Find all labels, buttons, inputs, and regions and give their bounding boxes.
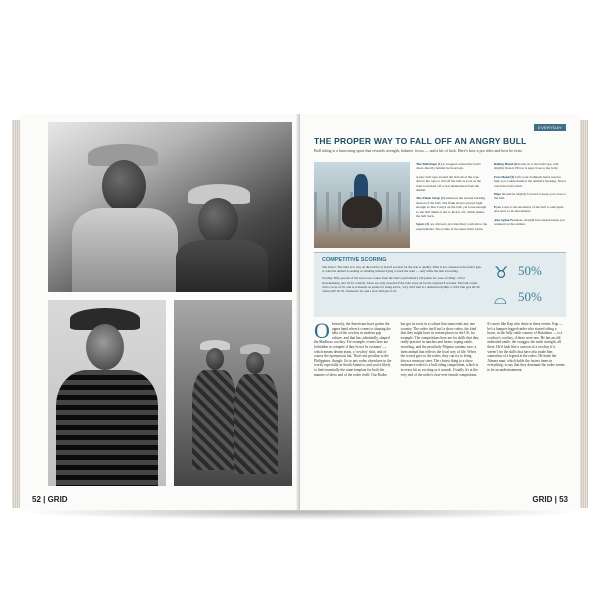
scoring-text xyxy=(322,265,482,293)
face xyxy=(86,324,124,370)
callout-item xyxy=(416,175,488,193)
shirt-1 xyxy=(192,370,236,470)
callout-text: enhances the natural bucking motion of the bull. The flank strap is placed tight enough so that it stays on the bull, yet loose enough so the bull thinks it has to kick it off, which makes the bull buck. xyxy=(416,196,487,219)
bull-head-icon: ♉ xyxy=(494,263,509,282)
section-tag: EVERYDAY xyxy=(534,124,566,131)
face-left xyxy=(102,160,146,212)
callout-title: Hips xyxy=(494,192,501,197)
right-page xyxy=(300,114,580,510)
drop-cap: O xyxy=(314,318,330,343)
callout-title: Spurs (3) xyxy=(416,222,430,227)
callout-text: Look to the shoulders of the bull to anticipate and react to its movements. xyxy=(494,204,564,214)
callout-text: is wrapped around the bull's chest, directly behind its front legs. xyxy=(416,162,481,171)
callouts-column-1 xyxy=(416,162,488,235)
face-1 xyxy=(206,348,224,370)
callout-title: Alec Spine xyxy=(494,217,510,222)
bull-pct-value: 50% xyxy=(518,289,542,304)
two-riders-photo xyxy=(174,300,292,486)
scoring-details: Scoring: Fifty percent of the total score comes from the rider's performance (30 points for 'ease of riding', 10 for showmanship, and 10 for control). There are only awarded if the rider stays on for the required 8 seconds. The bull counts with a score of 50, and is evaluated on points for being active, 'very wild' bull is a disturbed rhythm, a 'wild' bull gets 40-50, 'semi-wild' 20-35, 'moderate' 20, and a slow bull gets 0-25. xyxy=(322,276,481,294)
callout-title: Free Hand (5) xyxy=(494,174,515,179)
magazine-spread xyxy=(12,110,588,510)
callout-item xyxy=(416,196,488,218)
scoring-sidebar xyxy=(314,252,566,317)
callout-item xyxy=(494,162,566,171)
callout-title: Riding Hand (4) xyxy=(494,162,518,166)
left-folio: 52 | GRID xyxy=(32,495,68,504)
callout-item xyxy=(494,192,566,201)
article-deck: Bull riding is a harrowing sport that rewards strength, balance, focus — and a bit of luck. Here's how a pro rides and how he exits. xyxy=(314,148,523,153)
article-body xyxy=(314,318,566,492)
right-folio: GRID | 53 xyxy=(532,495,568,504)
cowboy-portrait-photo xyxy=(48,300,166,486)
scoring-title: COMPETITIVE SCORING xyxy=(322,257,387,263)
rider-pct-value: 50% xyxy=(518,263,542,278)
rider-percentage xyxy=(494,261,564,283)
shirt-left xyxy=(72,208,178,292)
cowboy-hat-icon: ⌓ xyxy=(494,289,507,308)
callout-item xyxy=(494,175,566,188)
callout-text: Boneless, straight but relaxed keeps you centered on the animal. xyxy=(494,217,565,227)
callout-item xyxy=(416,222,488,231)
callout-item xyxy=(416,162,488,171)
article-title: THE PROPER WAY TO FALL OFF AN ANGRY BULL xyxy=(314,136,527,146)
callout-title: Eyes xyxy=(494,204,501,209)
shirt-right xyxy=(176,240,268,292)
callout-title: The Flank Strap (2) xyxy=(416,196,445,201)
face-right xyxy=(198,198,238,244)
scoring-basics: The basics: The rider is to stay on the bull for at least 8 seconds for the ride to qualify. Time is not counted on the rider's grip, or what the animal is seeking or standing without trying to buck the rider — only while the bull is bucking. xyxy=(322,265,482,274)
two-cowboys-photo xyxy=(48,122,292,292)
callout-text: holds on to the bull rope, arm slightly flexed. Elbow is kept close to the body. xyxy=(494,162,559,171)
bull-rider-illustration xyxy=(314,162,410,248)
body-text: bviously, the Americans have gotten the upper hand when it comes to shaping the idea of the cowboy in modern pop culture, and that has, admittedly, shaped the Marlboro cowboy. For example, events here are forbidden to compete if they're not 'in costume' — which means denim jeans, a 'cowboy' shirt, and of course the eponymous hat. That's not peculiar to the Philippines, though: Go to any rodeo elsewhere in the world, especially in South America, and you're likely to find essentially the same template for both the manner of dress and of the rodeo itself. Our Rodeo has got its roots in a culture that transcends any one country. The rodeo itself isn't a show rodeo, the kind that they might have in certain places in the US, for example. The competitions here are for skills that they really practice in ranches and farms: roping cattle, wrestling, and the peculiarly Filipino carabao race, a farm animal that reflects the local way of life. When the crowd goes to the rodeo, they can try to bring down a runaway steer. The closest thing to a show endurance rodeo is a bull riding competition, which is in every bit as exciting as it sounds. Usually it's at the very end of the rodeo's first-ever female competition. It's more like Kap who shine at these events. Kap — he's a hamper-legged raider who started riding a horse, in the hilly cattle country of Bukidnon — is a cowboy's cowboy, if there were one. He has an old-fashioned smile, the swagger, the mole strength, all there. He'd look like a cartoon of a cowboy if it weren't for the skills that have also made him somewhat of a legend at the rodeo. He leads the Almera man, which holds the fastest times in everything: to say that they dominate the rodeo seems to be an understatement. xyxy=(314,322,565,377)
callout-text: are allowed, provided they conform to the requirements. The points of the spurs must rotate. xyxy=(416,222,488,231)
plaid-shirt xyxy=(56,370,158,486)
callouts-column-2 xyxy=(494,162,566,230)
callout-item xyxy=(494,205,566,214)
shirt-2 xyxy=(234,374,278,474)
face-2 xyxy=(246,352,264,374)
callout-text: A new bull rope around the bottom of the rope allows the rope to fall off the bull as soon as the rider is bucked off or has dismounted from the animal. xyxy=(416,174,482,193)
bull-figure xyxy=(342,196,382,228)
callout-title: The Bull Rope (1) xyxy=(416,162,442,166)
callout-item xyxy=(494,218,566,227)
bull-percentage xyxy=(494,287,564,309)
callout-text: Lifts your dominant hand, used to help you counterbalance the animal's bucking. Never touch the bull with it. xyxy=(494,174,566,188)
left-page xyxy=(20,114,300,510)
callout-text: Should be slightly forward to keep you close to the bull. xyxy=(494,192,566,201)
